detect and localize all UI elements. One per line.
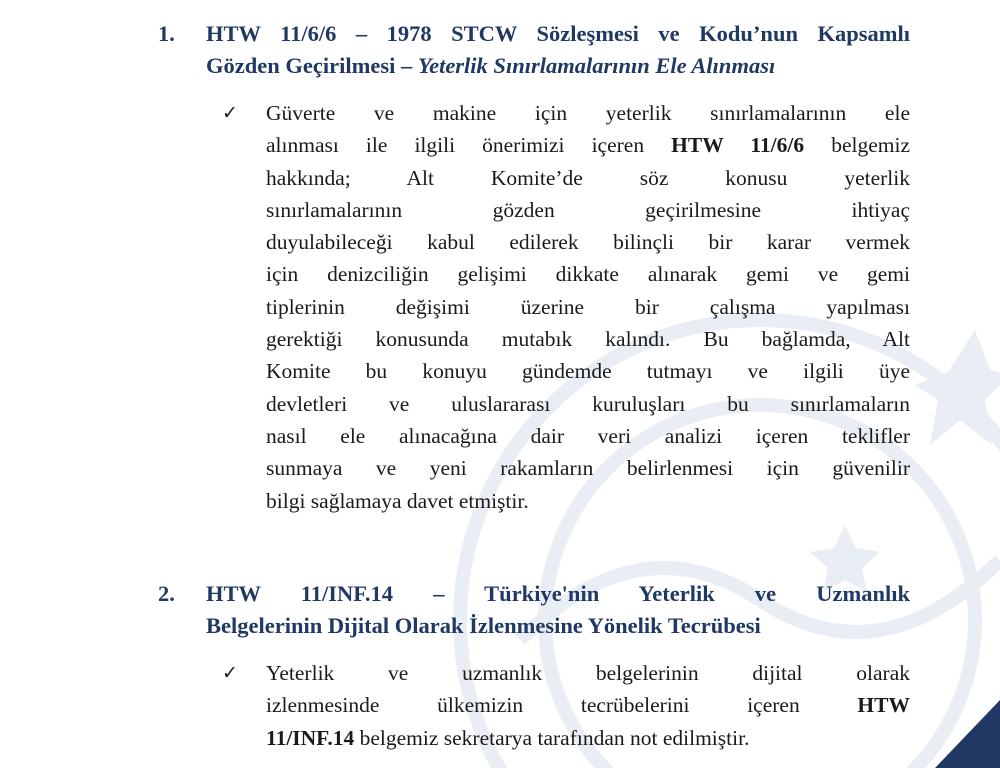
bullet-2-line-2 [266,689,910,721]
section-1-heading [158,18,910,82]
bullet-1-line-4: sınırlamalarının gözden geçirilmesine ihtiyaç [266,197,910,222]
bullet-1-line-12: sunmaya ve yeni rakamların belirlenmesi için güvenilir [266,456,910,481]
section-2-number: 2. [158,581,175,606]
bullet-1-line-8: gerektiği konusunda mutabık kalındı. Bu bağlamda, Alt [266,327,910,352]
bullet-2-line-2-text: izlenmesinde ülkemizin tecrübelerini içeren [266,693,800,718]
bullet-1-line-9: Komite bu konuyu gündemde tutmayı ve ilgili üye [266,359,910,384]
bullet-1-line-5: duyulabileceği kabul edilerek bilinçli bir karar vermek [266,230,910,255]
checkmark-icon: ✓ [222,662,238,684]
section-2-heading [158,578,910,642]
section-1-title-italic: Yeterlik Sınırlamalarının Ele Alınması [417,53,776,78]
section-1-bullet [222,97,910,517]
bullet-1-line-7: tiplerinin değişimi üzerine bir çalışma yapılması [266,294,910,319]
bullet-1-line-2-text: alınması ile ilgili önerimizi içeren [266,133,645,158]
bullet-1-line-10: devletleri ve uluslararası kuruluşları bu sınırlamaların [266,391,910,416]
bullet-1-line-11: nasıl ele alınacağına dair veri analizi içeren teklifler [266,423,910,448]
section-2-bullet [222,657,910,754]
document-code-htw-11-6-6: HTW 11/6/6 [671,133,805,158]
bullet-1-line-2-end: belgemiz [831,133,911,158]
bullet-1-line-1: Güverte ve makine için yeterlik sınırlamalarının ele [266,101,910,125]
section-2-title-line-2: Belgelerinin Dijital Olarak İzlenmesine Yönelik Tecrübesi [206,613,761,638]
document-code-htw-prefix: HTW [857,693,910,718]
bullet-2-line-3-text: belgemiz sekretarya tarafından not edilmiştir. [359,725,750,750]
document-code-htw-11-inf-14: 11/INF.14 [266,725,355,750]
bullet-2-line-1: Yeterlik ve uzmanlık belgelerinin dijital olarak [266,661,910,685]
bullet-1-line-3: hakkında; Alt Komite’de söz konusu yeterlik [266,165,910,190]
section-1-number: 1. [158,21,175,46]
bullet-2-line-3 [266,722,910,754]
bullet-1-line-6: için denizciliğin gelişimi dikkate alınarak gemi ve gemi [266,262,910,287]
section-1-title-line-2 [206,50,910,82]
section-1-title-part-2: Gözden Geçirilmesi – [206,53,413,78]
section-2-title-line-1: HTW 11/INF.14 – Türkiye'nin Yeterlik ve Uzmanlık [206,581,910,606]
bullet-1-line-2 [266,129,910,161]
section-1-title-line-1: HTW 11/6/6 – 1978 STCW Sözleşmesi ve Kodu’nun Kapsamlı [206,21,910,46]
checkmark-icon: ✓ [222,102,238,124]
bullet-1-line-13: bilgi sağlamaya davet etmiştir. [266,488,529,513]
